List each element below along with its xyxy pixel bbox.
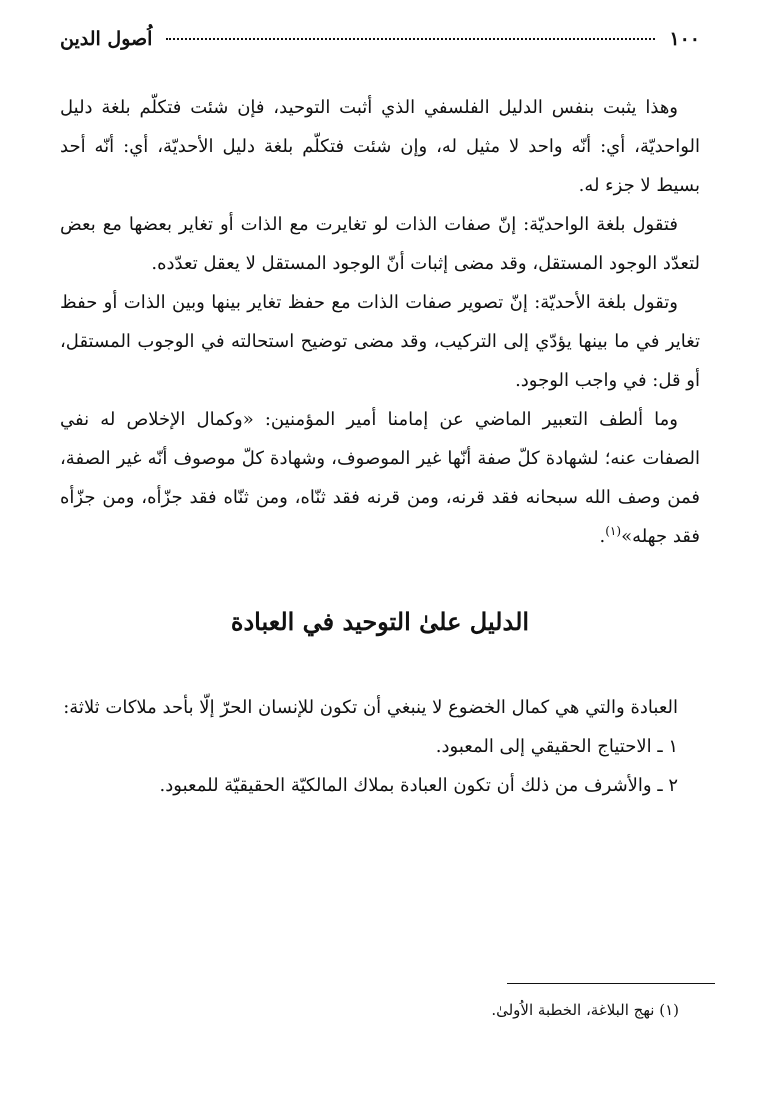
page-header (60, 28, 700, 66)
paragraph: فتقول بلغة الواحديّة: إنّ صفات الذات لو تغايرت مع الذات أو تغاير بعضها مع بعض لتعدّد الوجود المستقل، وقد مضى إثبات أنّ الوجود المستقل لا يعقل تعدّده. (60, 214, 700, 274)
paragraph: وهذا يثبت بنفس الدليل الفلسفي الذي أثبت التوحيد، فإن شئت فتكلّم بلغة دليل الواحديّة، أي: أنّه واحد لا مثيل له، وإن شئت فتكلّم بلغة دليل الأحديّة، أي: أنّه أحد بسيط لا جزء له. (60, 97, 700, 196)
footnote-marker: (١) (605, 524, 622, 538)
book-page (60, 28, 700, 805)
main-text (60, 88, 700, 805)
footnote-separator (507, 983, 715, 984)
list-item: ٢ ـ والأشرف من ذلك أن تكون العبادة بملاك المالكيّة الحقيقيّة للمعبود. (159, 775, 678, 796)
page-number: ١٠٠ (669, 28, 700, 50)
quote-paragraph: وما ألطف التعبير الماضي عن إمامنا أمير المؤمنين‏: «وكمال الإخلاص له نفي الصفات عنه؛ لشهادة كلّ صفة أنّها غير الموصوف، وشهادة كلّ موصوف أنّه غير الصفة، فمن وصف الله سبحانه فقد قرنه، ومن قرنه فقد ثنّاه، ومن ثنّاه فقد جزّأه، ومن جزّأه فقد جهله»$^{(١)}$. (60, 409, 700, 547)
footnote: (١) نهج البلاغة، الخطبة الاُولىٰ. (491, 1001, 679, 1019)
section-heading: الدليل علىٰ التوحيد في العبادة (230, 607, 530, 636)
header-dot-leader (166, 38, 655, 40)
list-item: ١ ـ الاحتياج الحقيقي إلى المعبود. (435, 736, 678, 757)
running-title: اُصول الدين (60, 28, 153, 50)
quote-text: وما ألطف التعبير الماضي عن إمامنا أمير المؤمنين‏: «وكمال الإخلاص له نفي الصفات عنه؛ لشهادة كلّ صفة أنّها غير الموصوف، وشهادة كلّ موصوف أنّه غير الصفة، فمن وصف الله سبحانه فقد قرنه، ومن قرنه فقد ثنّاه، ومن ثنّاه فقد جزّأه، ومن جزّأه فقد جهله» (60, 409, 700, 547)
section-intro: العبادة والتي هي كمال الخضوع لا ينبغي أن تكون للإنسان الحرّ إلّا بأحد ملاكات ثلاثة: (63, 697, 678, 718)
paragraph: وتقول بلغة الأحديّة: إنّ تصوير صفات الذات مع حفظ تغاير بينها وبين الذات أو حفظ تغاير في ما بينها يؤدّي إلى التركيب، وقد مضى توضيح استحالته في الوجوب المستقل، أو قل: في واجب الوجود. (60, 292, 700, 391)
